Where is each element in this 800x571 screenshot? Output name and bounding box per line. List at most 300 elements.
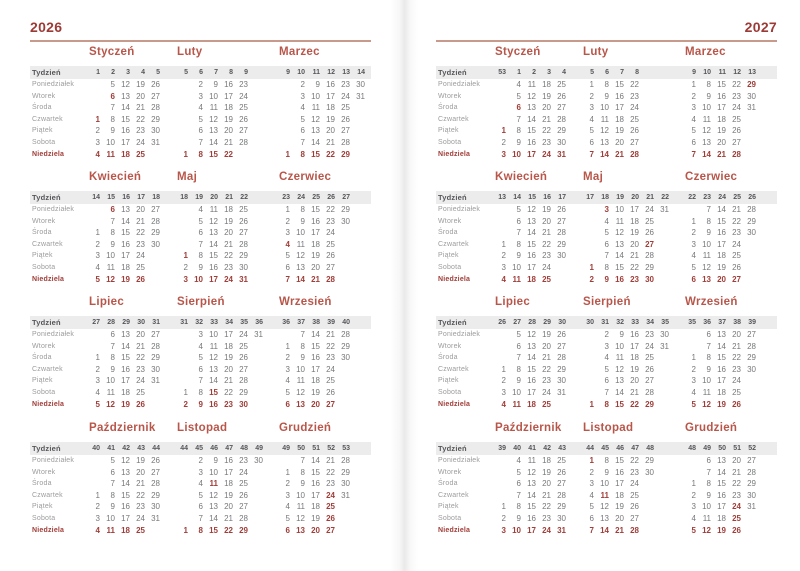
day-cell: 3 [501, 387, 506, 397]
day-cell-holiday: 26 [732, 525, 741, 535]
day-cell: 11 [209, 103, 218, 113]
week-number: 26 [748, 194, 756, 201]
day-cell: 23 [630, 467, 639, 477]
day-cell: 30 [239, 262, 248, 272]
day-cell: 29 [151, 228, 160, 238]
day-cell: 17 [224, 91, 233, 101]
day-cell-holiday: 19 [717, 399, 726, 409]
week-number: 34 [225, 319, 233, 326]
day-cell: 14 [527, 353, 536, 363]
day-cell: 14 [121, 479, 130, 489]
day-cell: 6 [516, 341, 521, 351]
week-number: 18 [180, 194, 188, 201]
day-cell: 17 [527, 387, 536, 397]
weekday-label: Niedziela [32, 150, 65, 158]
day-cell [250, 525, 265, 537]
day-cell-holiday: 6 [110, 205, 115, 214]
day-cell [147, 250, 162, 262]
day-cell: 5 [604, 364, 609, 374]
week-number: 8 [229, 69, 233, 76]
day-cell: 17 [717, 103, 726, 113]
day-cell: 23 [136, 364, 145, 374]
day-cell: 18 [542, 456, 551, 465]
week-header-label: Tydzień [32, 318, 61, 327]
day-cell: 16 [717, 490, 726, 500]
week-header-label: Tydzień [32, 444, 61, 453]
day-cell: 7 [516, 114, 521, 124]
day-cell [656, 216, 671, 228]
day-cell: 15 [527, 239, 536, 249]
week-number: 3 [547, 69, 551, 76]
day-cell: 27 [747, 330, 756, 339]
weekday-label: Poniedziałek [32, 206, 75, 213]
day-cell-holiday: 3 [604, 205, 609, 214]
day-cell: 24 [732, 376, 741, 386]
day-cell [277, 125, 292, 137]
day-cell: 1 [691, 353, 696, 363]
day-cell: 26 [732, 262, 741, 272]
day-cell: 12 [527, 330, 536, 339]
day-cell: 19 [717, 262, 726, 272]
day-cell-holiday: 22 [224, 149, 233, 159]
day-cell: 16 [224, 80, 233, 89]
week-number: 9 [286, 69, 290, 76]
day-cell: 1 [691, 80, 696, 89]
day-cell: 19 [326, 114, 335, 124]
day-cell: 6 [300, 126, 305, 136]
day-cell: 30 [747, 364, 756, 374]
day-cell [683, 329, 698, 341]
day-cell: 6 [285, 262, 290, 272]
day-cell: 3 [95, 137, 100, 147]
week-number: 1 [96, 69, 100, 76]
day-cell [743, 375, 758, 387]
day-cell [87, 329, 102, 341]
day-cell [337, 274, 352, 286]
week-number: 11 [718, 69, 726, 76]
day-cell: 31 [557, 387, 566, 397]
day-cell: 27 [732, 137, 741, 147]
month-name: Sierpień [177, 296, 225, 308]
day-cell [175, 455, 190, 467]
week-number: 30 [558, 319, 566, 326]
weekday-label: Niedziela [438, 526, 471, 534]
day-cell: 23 [326, 353, 335, 363]
week-number: 31 [601, 319, 609, 326]
weekday-label: Niedziela [32, 400, 65, 408]
day-cell: 11 [702, 251, 711, 261]
day-cell [743, 137, 758, 149]
day-cell: 21 [542, 490, 551, 500]
day-cell: 4 [604, 216, 609, 226]
day-cell: 3 [95, 513, 100, 523]
day-cell: 15 [527, 364, 536, 374]
day-cell-holiday: 23 [630, 274, 639, 284]
day-cell: 1 [285, 467, 290, 477]
week-number: 17 [586, 194, 594, 201]
month-grid [683, 191, 758, 285]
day-cell: 3 [501, 262, 506, 272]
day-cell: 18 [224, 103, 233, 113]
month-name: Maj [177, 171, 198, 183]
day-cell-holiday: 15 [209, 149, 218, 159]
day-cell: 4 [691, 251, 696, 261]
day-cell: 16 [630, 330, 639, 339]
day-cell: 13 [121, 205, 130, 214]
day-cell: 10 [311, 91, 320, 101]
day-cell: 7 [198, 513, 203, 523]
day-cell-holiday: 19 [717, 525, 726, 535]
day-cell: 2 [95, 239, 100, 249]
day-cell: 5 [198, 216, 203, 226]
weekday-label-column [438, 204, 480, 285]
day-cell-holiday: 25 [136, 525, 145, 535]
day-cell: 7 [110, 341, 115, 351]
month-name: Listopad [583, 422, 634, 434]
day-cell [235, 149, 250, 161]
day-cell: 5 [285, 513, 290, 523]
month-name: Luty [583, 46, 609, 58]
day-cell-holiday: 1 [183, 149, 188, 159]
week-number: 11 [312, 69, 320, 76]
day-cell: 12 [702, 126, 711, 136]
day-cell: 3 [285, 490, 290, 500]
day-cell [87, 467, 102, 479]
week-number: 14 [92, 194, 100, 201]
week-number: 35 [688, 319, 696, 326]
week-number: 17 [137, 194, 145, 201]
day-cell: 23 [732, 364, 741, 374]
day-cell [683, 341, 698, 353]
day-cell: 13 [209, 364, 218, 374]
day-cell: 13 [209, 228, 218, 238]
day-cell: 13 [209, 502, 218, 512]
day-cell: 28 [747, 205, 756, 214]
day-cell: 5 [691, 262, 696, 272]
day-cell: 7 [198, 376, 203, 386]
day-cell: 12 [527, 91, 536, 101]
week-number: 19 [616, 194, 624, 201]
day-cell: 28 [239, 137, 248, 147]
day-cell: 10 [702, 103, 711, 113]
day-cell [147, 399, 162, 411]
day-cell: 30 [660, 330, 669, 339]
day-cell: 10 [209, 91, 218, 101]
day-cell: 19 [224, 490, 233, 500]
day-cell: 27 [151, 330, 160, 339]
day-cell: 16 [717, 364, 726, 374]
day-cell: 8 [300, 467, 305, 477]
day-cell [581, 227, 596, 239]
day-cell: 13 [527, 341, 536, 351]
day-cell [656, 352, 671, 364]
day-cell [641, 501, 656, 513]
day-cell: 7 [516, 228, 521, 238]
day-cell: 16 [121, 239, 130, 249]
day-cell: 16 [527, 251, 536, 261]
week-number: 44 [586, 445, 594, 452]
day-cell: 4 [285, 502, 290, 512]
day-cell [743, 262, 758, 274]
day-cell: 27 [747, 456, 756, 465]
weekday-label-column [32, 329, 74, 410]
day-cell [656, 364, 671, 376]
day-cell-holiday: 12 [702, 525, 711, 535]
week-number: 48 [688, 445, 696, 452]
day-cell: 6 [198, 364, 203, 374]
day-cell: 28 [747, 341, 756, 351]
day-cell-holiday: 17 [209, 274, 218, 284]
day-cell-holiday: 6 [516, 103, 521, 113]
day-cell-holiday: 25 [542, 399, 551, 409]
week-number: 22 [240, 194, 248, 201]
day-cell [277, 137, 292, 149]
month-grid [175, 191, 250, 285]
day-cell: 11 [615, 216, 624, 226]
day-cell: 30 [356, 80, 365, 89]
day-cell [641, 513, 656, 525]
day-cell [581, 216, 596, 228]
day-cell: 14 [209, 376, 218, 386]
day-cell-holiday: 22 [630, 399, 639, 409]
day-cell: 17 [717, 502, 726, 512]
month-grid [581, 66, 641, 160]
day-cell: 25 [326, 376, 335, 386]
day-cell: 5 [198, 490, 203, 500]
day-cell-holiday: 21 [311, 274, 320, 284]
week-number: 41 [107, 445, 115, 452]
day-cell: 20 [542, 479, 551, 489]
day-cell-holiday: 8 [198, 525, 203, 535]
day-cell-holiday: 12 [702, 399, 711, 409]
month-grid [683, 66, 758, 160]
week-number: 23 [703, 194, 711, 201]
day-cell: 10 [702, 239, 711, 249]
day-cell-holiday: 26 [732, 399, 741, 409]
week-number: 42 [122, 445, 130, 452]
day-cell [147, 274, 162, 286]
day-cell-holiday: 10 [194, 274, 203, 284]
day-cell: 11 [106, 387, 115, 397]
day-cell: 22 [630, 456, 639, 465]
day-cell: 21 [630, 387, 639, 397]
weekday-label: Sobota [32, 514, 56, 522]
day-cell: 14 [527, 490, 536, 500]
day-cell: 16 [527, 376, 536, 386]
day-cell: 22 [224, 387, 233, 397]
day-cell: 9 [604, 91, 609, 101]
month-grid [493, 66, 568, 160]
day-cell: 8 [516, 126, 521, 136]
day-cell: 10 [702, 376, 711, 386]
weekday-label: Piątek [32, 252, 53, 260]
week-number: 33 [631, 319, 639, 326]
day-cell: 20 [224, 126, 233, 136]
day-cell [250, 352, 265, 364]
day-cell: 22 [630, 262, 639, 272]
day-cell: 12 [311, 114, 320, 124]
week-number: 5 [590, 69, 594, 76]
day-cell: 5 [516, 330, 521, 339]
day-cell: 24 [732, 239, 741, 249]
week-number: 6 [199, 69, 203, 76]
day-cell: 8 [516, 502, 521, 512]
month-name: Marzec [279, 46, 320, 58]
day-cell: 16 [121, 126, 130, 136]
day-cell: 2 [691, 228, 696, 238]
day-cell: 7 [300, 137, 305, 147]
day-cell-holiday: 8 [300, 149, 305, 159]
day-cell-holiday: 5 [95, 274, 100, 284]
day-cell: 23 [239, 80, 248, 89]
month-grid [683, 316, 758, 410]
day-cell-holiday: 1 [589, 456, 594, 465]
day-cell: 25 [645, 353, 654, 363]
day-cell [581, 387, 596, 399]
day-cell: 15 [527, 502, 536, 512]
day-cell: 9 [516, 137, 521, 147]
day-cell [493, 102, 508, 114]
quarter-block [30, 421, 371, 537]
week-number: 12 [733, 69, 741, 76]
day-cell: 2 [300, 80, 305, 89]
weekday-label: Czwartek [32, 491, 63, 499]
week-number: 29 [543, 319, 551, 326]
month-name: Luty [177, 46, 203, 58]
day-cell-holiday: 21 [615, 149, 624, 159]
day-cell: 25 [136, 387, 145, 397]
day-cell: 21 [224, 376, 233, 386]
day-cell: 25 [239, 103, 248, 113]
day-cell: 19 [311, 387, 320, 397]
day-cell-holiday: 13 [296, 399, 305, 409]
day-cell: 7 [706, 341, 711, 351]
day-cell: 8 [706, 353, 711, 363]
day-cell: 2 [198, 456, 203, 465]
day-cell-holiday: 7 [285, 274, 290, 284]
day-cell: 26 [239, 114, 248, 124]
day-cell: 27 [239, 502, 248, 512]
day-cell: 14 [121, 103, 130, 113]
day-cell: 31 [151, 137, 160, 147]
day-cell [337, 501, 352, 513]
day-cell: 10 [106, 513, 115, 523]
day-cell: 19 [542, 330, 551, 339]
weekday-label: Środa [32, 354, 52, 362]
day-cell: 2 [183, 262, 188, 272]
day-cell [493, 478, 508, 490]
day-cell: 28 [557, 114, 566, 124]
week-number: 38 [733, 319, 741, 326]
day-cell-holiday: 11 [106, 525, 115, 535]
day-cell: 20 [542, 341, 551, 351]
day-cell: 29 [341, 341, 350, 351]
day-cell: 28 [341, 456, 350, 465]
day-cell: 19 [542, 91, 551, 101]
day-cell: 14 [311, 330, 320, 339]
day-cell: 4 [198, 103, 203, 113]
day-cell [493, 329, 508, 341]
day-cell: 16 [326, 80, 335, 89]
day-cell-holiday: 26 [136, 399, 145, 409]
day-cell: 10 [600, 103, 609, 113]
week-number: 10 [703, 69, 711, 76]
month-name: Maj [583, 171, 604, 183]
day-cell: 12 [600, 502, 609, 512]
weekday-label: Czwartek [438, 115, 469, 123]
day-cell [743, 125, 758, 137]
day-cell [277, 114, 292, 126]
day-cell: 17 [224, 467, 233, 477]
day-cell-holiday: 11 [512, 274, 521, 284]
day-cell: 12 [615, 364, 624, 374]
weekday-label: Poniedziałek [32, 457, 75, 464]
month-name: Wrzesień [685, 296, 738, 308]
day-cell: 13 [702, 137, 711, 147]
day-cell: 17 [615, 479, 624, 489]
day-cell: 29 [557, 239, 566, 249]
weekday-label-column [32, 79, 74, 160]
day-cell: 18 [717, 251, 726, 261]
weekday-label: Sobota [438, 514, 462, 522]
day-cell-holiday: 24 [542, 525, 551, 535]
weekday-label: Poniedziałek [438, 206, 481, 213]
day-cell: 30 [747, 228, 756, 238]
day-cell: 11 [702, 387, 711, 397]
year-divider-rule [436, 40, 777, 42]
day-cell: 8 [198, 387, 203, 397]
week-number: 35 [661, 319, 669, 326]
day-cell: 20 [136, 330, 145, 339]
day-cell: 3 [691, 103, 696, 113]
day-cell: 26 [630, 502, 639, 512]
day-cell: 29 [239, 387, 248, 397]
quarter-block [436, 170, 777, 286]
day-cell: 12 [121, 80, 130, 89]
day-cell [743, 513, 758, 525]
weekday-label: Poniedziałek [32, 331, 75, 338]
day-cell [581, 239, 596, 251]
day-cell: 25 [136, 262, 145, 272]
day-cell: 19 [615, 126, 624, 136]
day-cell: 30 [557, 513, 566, 523]
month-name: Kwiecień [495, 171, 548, 183]
day-cell [581, 329, 596, 341]
day-cell: 24 [326, 228, 335, 238]
day-cell: 28 [557, 490, 566, 500]
week-number: 24 [718, 194, 726, 201]
day-cell: 1 [285, 341, 290, 351]
day-cell [493, 490, 508, 502]
month-name: Październik [89, 422, 156, 434]
day-cell: 4 [604, 353, 609, 363]
day-cell-holiday: 20 [311, 399, 320, 409]
day-cell-holiday: 6 [285, 525, 290, 535]
day-cell: 21 [224, 239, 233, 249]
day-cell: 16 [311, 353, 320, 363]
day-cell-holiday: 25 [136, 149, 145, 159]
day-cell: 2 [198, 80, 203, 89]
day-cell: 19 [542, 205, 551, 214]
day-cell-holiday: 15 [209, 387, 218, 397]
day-cell [277, 455, 292, 467]
day-cell: 14 [615, 387, 624, 397]
day-cell: 22 [542, 502, 551, 512]
day-cell: 22 [732, 353, 741, 363]
day-cell: 30 [341, 216, 350, 226]
weekday-label: Wtorek [438, 342, 462, 350]
day-cell: 11 [702, 114, 711, 124]
